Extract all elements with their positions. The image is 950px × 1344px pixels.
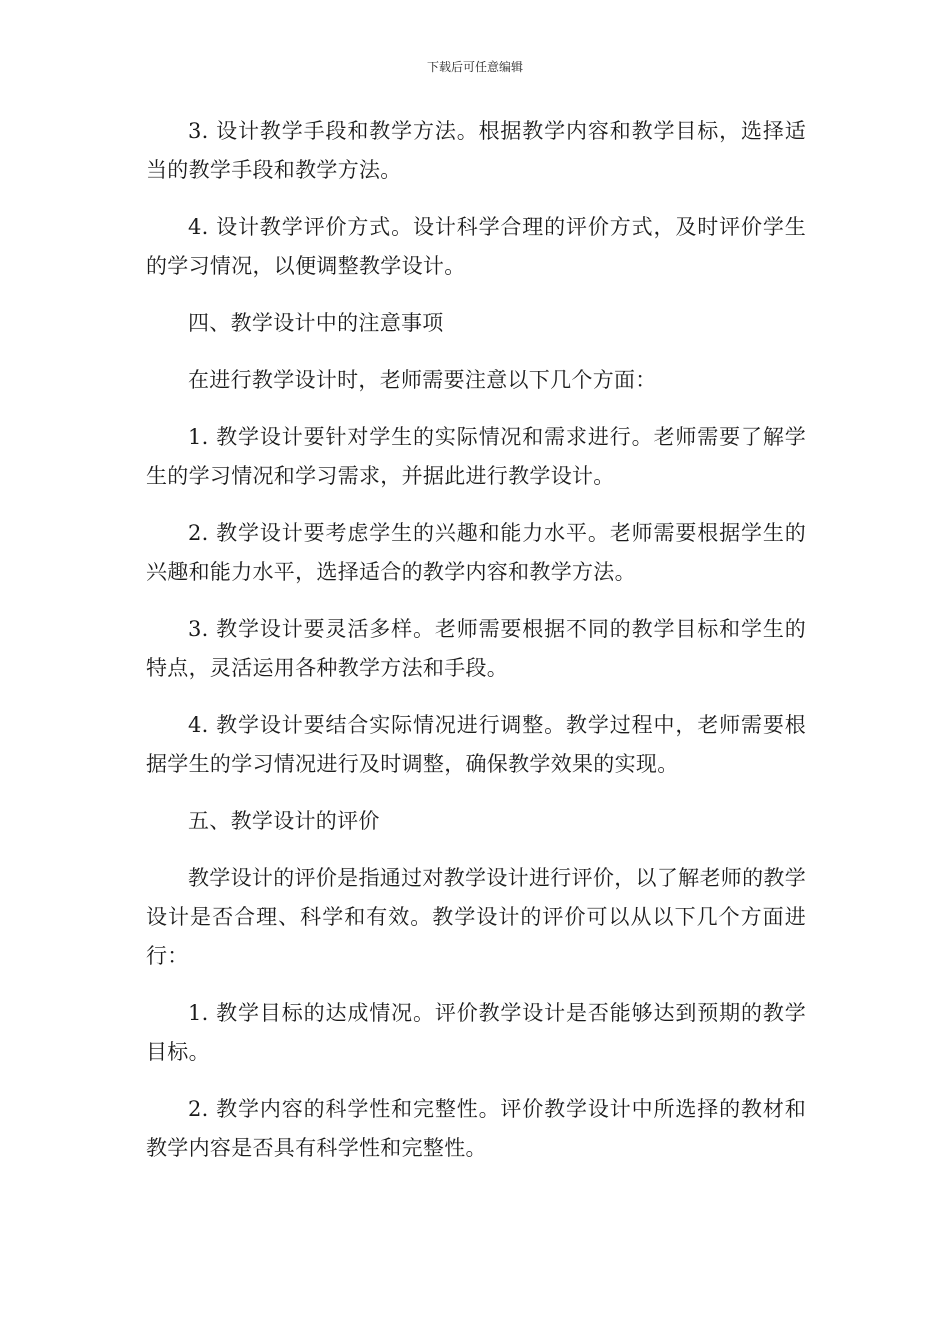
paragraph-notes-intro: 在进行教学设计时，老师需要注意以下几个方面： [188,368,657,392]
paragraph-note-2: 2. 教学设计要考虑学生的兴趣和能力水平。老师需要根据学生的兴趣和能力水平，选择适合的教学内容和教学方法。 [146,521,806,584]
paragraph-note-4: 4. 教学设计要结合实际情况进行调整。教学过程中，老师需要根据学生的学习情况进行及时调整，确保教学效果的实现。 [146,713,806,776]
paragraph-note-3: 3. 教学设计要灵活多样。老师需要根据不同的教学目标和学生的特点，灵活运用各种教学方法和手段。 [146,617,806,680]
section-heading-5: 五、教学设计的评价 [188,809,380,833]
page-header: 下载后可任意编辑 [426,60,523,74]
document-body [146,112,806,1186]
paragraph-evaluation-intro: 教学设计的评价是指通过对教学设计进行评价，以了解老师的教学设计是否合理、科学和有效。教学设计的评价可以从以下几个方面进行： [146,866,806,968]
paragraph-note-1: 1. 教学设计要针对学生的实际情况和需求进行。老师需要了解学生的学习情况和学习需求，并据此进行教学设计。 [146,425,806,488]
paragraph-design-evaluation-method: 4. 设计教学评价方式。设计科学合理的评价方式，及时评价学生的学习情况，以便调整教学设计。 [146,215,806,278]
paragraph-evaluation-1: 1. 教学目标的达成情况。评价教学设计是否能够达到预期的教学目标。 [146,1001,806,1064]
paragraph-design-methods: 3. 设计教学手段和教学方法。根据教学内容和教学目标，选择适当的教学手段和教学方法。 [146,119,806,182]
section-heading-4: 四、教学设计中的注意事项 [188,311,444,335]
paragraph-evaluation-2: 2. 教学内容的科学性和完整性。评价教学设计中所选择的教材和教学内容是否具有科学性和完整性。 [146,1097,806,1160]
